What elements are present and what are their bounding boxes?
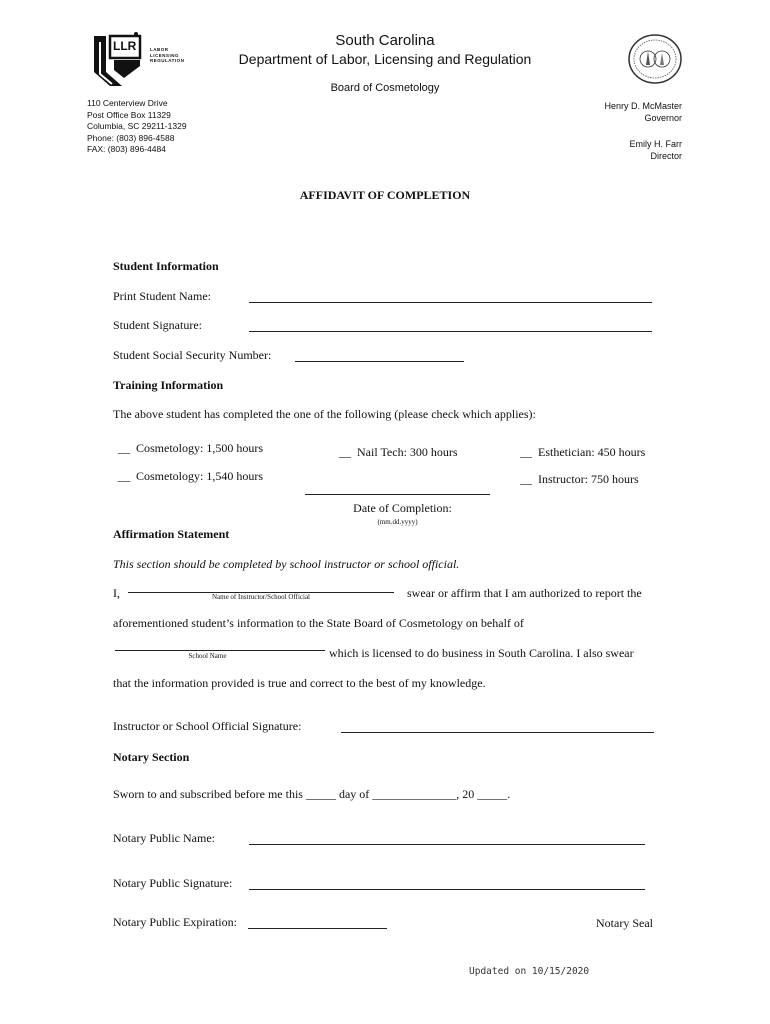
form-title: AFFIDAVIT OF COMPLETION [299, 188, 471, 202]
governor-name: Henry D. McMaster [604, 101, 682, 111]
option-instructor[interactable] [520, 472, 639, 487]
option-nail-tech[interactable] [339, 445, 458, 460]
notary-signature-field[interactable] [249, 889, 645, 890]
student-signature-field[interactable] [249, 331, 652, 332]
student-heading: Student Information [113, 259, 219, 273]
option-cosmetology-1500[interactable] [118, 441, 263, 456]
state-name: South Carolina [335, 32, 435, 49]
director-name: Emily H. Farr [629, 139, 682, 149]
option-label: Nail Tech: 300 hours [357, 445, 458, 459]
sworn-statement[interactable]: Sworn to and subscribed before me this _____ day of ______________, 20 _____. [113, 787, 511, 801]
updated-date: Updated on 10/15/2020 [469, 966, 590, 977]
address-line: Post Office Box 11329 [87, 109, 171, 120]
address-block [87, 98, 187, 156]
option-label: Cosmetology: 1,540 hours [136, 469, 264, 483]
completion-date-field[interactable] [305, 494, 490, 495]
option-esthetician[interactable] [520, 445, 645, 460]
ssn-field[interactable] [295, 361, 464, 362]
checkbox-blank[interactable]: __ [520, 472, 532, 486]
notary-seal-label: Notary Seal [596, 916, 653, 930]
affirmation-i: I, [113, 586, 120, 600]
director-title: Director [650, 150, 682, 161]
training-heading: Training Information [113, 378, 224, 392]
affirmation-heading: Affirmation Statement [113, 527, 230, 541]
official-signature-label: Instructor or School Official Signature: [113, 719, 302, 733]
swear-text: swear or affirm that I am authorized to report the [407, 586, 642, 600]
notary-expiration-label: Notary Public Expiration: [113, 915, 237, 929]
affirmation-line-4: that the information provided is true and correct to the best of my knowledge. [113, 676, 486, 690]
affirmation-line-2: aforementioned student’s information to the State Board of Cosmetology on behalf of [113, 616, 524, 630]
student-name-field[interactable] [249, 302, 652, 303]
logo-text: LLR [113, 39, 137, 53]
instructor-name-caption: Name of Instructor/School Official [211, 593, 311, 601]
school-name-field[interactable] [115, 650, 325, 651]
notary-name-label: Notary Public Name: [113, 831, 215, 845]
logo-side-text: LABOR LICENSING REGULATION [150, 47, 185, 63]
licensed-text: which is licensed to do business in South Carolina. I also swear [329, 646, 634, 660]
school-name-caption: School Name [188, 652, 227, 660]
option-cosmetology-1540[interactable] [118, 469, 263, 484]
option-label: Instructor: 750 hours [538, 472, 639, 486]
notary-signature-label: Notary Public Signature: [113, 876, 233, 890]
checkbox-blank[interactable]: __ [118, 441, 130, 455]
checkbox-blank[interactable]: __ [520, 445, 532, 459]
address-line: 110 Centerview Drive [87, 98, 168, 108]
notary-heading: Notary Section [113, 750, 190, 764]
address-line: FAX: (803) 896-4484 [87, 144, 166, 154]
affirmation-note: This section should be completed by school instructor or school official. [113, 557, 460, 571]
student-name-label: Print Student Name: [113, 289, 211, 303]
student-signature-label: Student Signature: [113, 318, 202, 332]
official-signature-field[interactable] [341, 732, 654, 733]
training-instructions: The above student has completed the one of the following (please check which applies): [113, 407, 536, 421]
address-line: Columbia, SC 29211-1329 [87, 121, 187, 131]
address-line: Phone: (803) 896-4588 [87, 132, 175, 143]
option-label: Esthetician: 450 hours [538, 445, 646, 459]
checkbox-blank[interactable]: __ [118, 469, 130, 483]
date-format-hint: (mm.dd.yyyy) [377, 518, 418, 526]
checkbox-blank[interactable]: __ [339, 445, 351, 459]
board-name: Board of Cosmetology [330, 82, 440, 94]
ssn-label: Student Social Security Number: [113, 348, 272, 362]
completion-date-label: Date of Completion: [353, 501, 452, 515]
state-seal [627, 33, 683, 85]
department-name: Department of Labor, Licensing and Regulation [238, 51, 532, 67]
notary-expiration-field[interactable] [248, 928, 387, 929]
governor-title: Governor [644, 112, 682, 123]
option-label: Cosmetology: 1,500 hours [136, 441, 264, 455]
notary-name-field[interactable] [249, 844, 645, 845]
officials-block [604, 101, 682, 162]
